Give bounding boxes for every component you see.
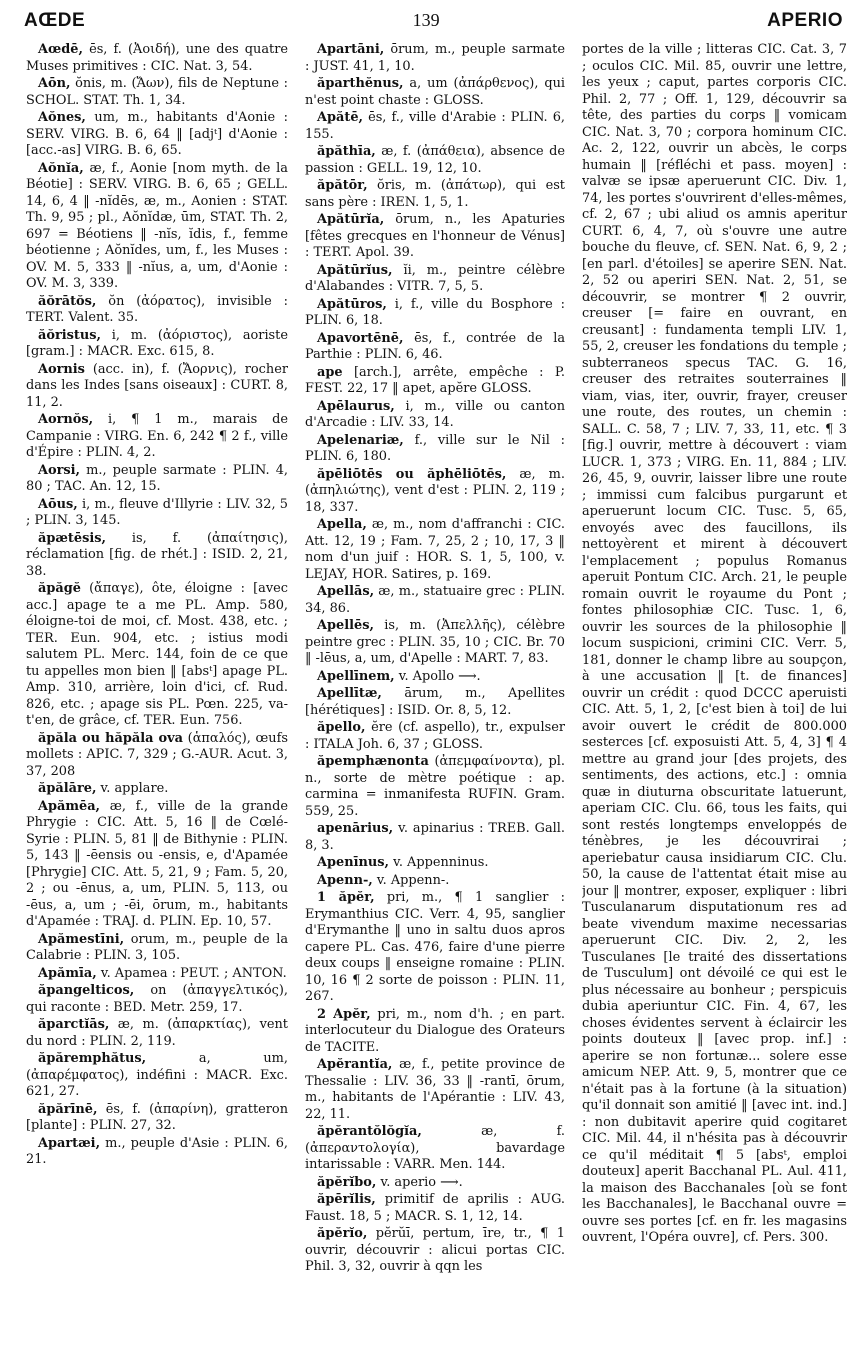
entry-definition: pri, m., ¶ 1 sanglier : Erymanthius CIC. Verr. 4, 95, sanglier d'Erymanthe ‖ uno in saltu duos apros capere PL. Cas. 476, faire d'une pierre deux coups ‖ enseigne romaine : PLIN. 10, 16 ¶ 2 sorte de poisson : PLIN. 11, 267. — [305, 890, 565, 1004]
dictionary-entry — [305, 669, 565, 686]
entry-definition: ōrum, m., peuple sarmate : JUST. 41, 1, 10. — [305, 42, 565, 74]
entry-lemma: Apartæi, — [38, 1135, 101, 1151]
entry-lemma: ăpăremphătus, — [38, 1051, 147, 1066]
entry-definition: is, m. (Ἀπελλῆς), célèbre peintre grec : PLIN. 35, 10 ; CIC. Br. 70 ‖ -lēus, a, um, d'Apelle : MART. 7, 83. — [305, 618, 565, 666]
entry-definition: æ, m., nom d'affranchi : CIC. Att. 12, 19 ; Fam. 7, 25, 2 ; 10, 17, 3 ‖ nom d'un juif : HOR. S. 1, 5, 100, v. LEJAY, HOR. Satires, p. 169. — [305, 517, 565, 582]
entry-lemma: Aœdē, — [38, 42, 83, 57]
entry-definition: v. aperio ⟶. — [376, 1174, 463, 1190]
dictionary-entry — [305, 720, 565, 753]
dictionary-entry — [26, 161, 288, 293]
dictionary-entry — [305, 1175, 565, 1192]
entry-lemma: ape — [317, 364, 343, 380]
entry-lemma: Aŏnĭa, — [38, 160, 84, 176]
entry-definition: ŏnis, m. (Ἄων), fils de Neptune : SCHOL. STAT. Th. 1, 34. — [26, 76, 288, 108]
entry-lemma: ăŏrātŏs, — [38, 293, 97, 309]
dictionary-entry — [305, 110, 565, 143]
entry-definition: ŏris, m. (ἀπάτωρ), qui est sans père : IREN. 1, 5, 1. — [305, 178, 565, 210]
dictionary-entry — [305, 618, 565, 668]
dictionary-entry — [305, 433, 565, 466]
entry-definition: æ, m. (ἀπαρκτίας), vent du nord : PLIN. 2, 119. — [26, 1017, 288, 1049]
dictionary-entry — [305, 686, 565, 719]
entry-definition: a, um, (ἀπαρέμφατος), indéfini : MACR. Exc. 621, 27. — [26, 1051, 288, 1099]
entry-definition: ēs, f., contrée de la Parthie : PLIN. 6, 46. — [305, 330, 565, 362]
entry-lemma: Apenīnus, — [317, 855, 389, 870]
dictionary-entry — [26, 42, 288, 75]
dictionary-entry — [305, 1226, 565, 1276]
entry-lemma: Aorsi, — [38, 462, 81, 478]
dictionary-entry — [26, 1017, 288, 1050]
dictionary-entry — [305, 1192, 565, 1225]
dictionary-entry — [305, 178, 565, 211]
dictionary-entry — [26, 731, 288, 781]
entry-definition: m., peuple d'Asie : PLIN. 6, 21. — [26, 1135, 288, 1167]
entry-definition: v. apinarius : TREB. Gall. 8, 3. — [305, 821, 565, 853]
header-right-word: APERIO — [767, 10, 843, 31]
dictionary-entry — [305, 821, 565, 854]
entry-lemma: ăpērĭlis, — [317, 1192, 376, 1207]
entry-lemma: Apellīnem, — [317, 668, 395, 684]
continued-entry: portes de la ville ; litteras CIC. Cat. 3, 7 ; oculos CIC. Mil. 85, ouvrir une lettre, les yeux ; caput, partes corporis CIC. Phil. 2, 77 ; Off. 1, 129, découvrir sa tête, des parties du corps ‖ vomicam CIC. Nat. 3, 70 ; corpora hominum CIC. Ac. 2, 122, ouvrir un abcès, le corps humain ‖ [réfléchi et pass. moyen] : valvæ se ipsæ aperuerunt CIC. Div. 1, 74, les portes s'ouvrirent d'elles-mêmes, cf. 2, 67 ; ubi aliud os amnis aperitur CURT. 6, 4, 7, où s'ouvre une autre bouche du fleuve, cf. SEN. Nat. 6, 9, 2 ; [en parl. d'étoiles] se aperire SEN. Nat. 2, 52 ou aperiri SEN. Nat. 2, 51, se découvrir, se montrer ¶ 2 ouvrir, creuser [= faire en ouvrant, en creusant] : fundamenta templi LIV. 1, 55, 2, creuser les fondations du temple ; subterraneos specus TAC. G. 16, creuser des retraites souterraines ‖ viam, vias, iter, ouvrir, frayer, creuser une route, des routes, un chemin : SALL. C. 58, 7 ; LIV. 7, 33, 11, etc. ¶ 3 [fig.] ouvrir, mettre à découvert : viam LUCR. 1, 373 ; VIRG. En. 11, 884 ; LIV. 26, 45, 9, ouvrir, laisser libre une route ; immissi cum falcibus purgarunt et aperuerunt locum CIC. Tusc. 5, 65, envoyés avec des faucillons, ils nettoyèrent et mirent à découvert l'emplacement ; populus Romanus aperuit Pontum CIC. Arch. 21, le peuple romain ouvrit le royaume du Pont ; fontes philosophiæ CIC. Tusc. 1, 6, ouvrir les sources de la philosophie ‖ locum suspicioni, crimini CIC. Verr. 5, 181, donner le champ libre au soupçon, à une accusation ‖ [t. de finances] ouvrir un crédit : quod DCCC aperuisti CIC. Att. 5, 1, 2, [c'est bien à toi] de lui avoir ouvert le crédit de 800.000 sesterces [cf. exposuisti Att. 5, 4, 3] ¶ 4 mettre au grand jour [des projets, des sentiments, des actions, etc.] : omnia quæ in diuturna obscuritate latuerunt, aperiam CIC. Clu. 66, tous les faits, qui sont restés longtemps enveloppés de ténèbres, je les découvrirai ; aperiebatur causa insidiarum CIC. Clu. 50, la cause de l'attentat était mise au jour ‖ montrer, exposer, expliquer : libri Tusculanarum disputationum res ad beate vivendum maxime necessarias aperuerunt CIC. Div. 2, 2, les Tusculanes [le traité des dissertations de Tusculum] ont dévoilé ce qui est le plus nécessaire au bonheur ; perspicuis dubia aperiuntur CIC. Fin. 4, 67, les choses évidentes servent à éclaircir les points douteux ‖ [avec prop. inf.] : aperire se non fortunæ... solere esse amicum NEP. Att. 9, 5, montrer que ce n'était pas à la fortune (à la situation) qu'il donnait son amitié ‖ [avec int. ind.] : non dubitavit aperire quid cogitaret CIC. Mil. 44, il n'hésita pas à découvrir ce qu'il méditait ¶ 5 [absᵗ, emploi douteux] aperit Bacchanal PL. Aul. 411, la maison des Bacchanales [où se font les Bacchanales], le Bacchanal ouvre = ouvre ses portes [cf. en fr. les magasins ouvrent, l'Opéra ouvre], cf. Pers. 300. — [582, 42, 847, 1245]
entry-definition: æ, f. (ἀπεραντολογία), bavardage intarissable : VARR. Men. 144. — [305, 1124, 565, 1172]
entry-definition: [arch.], arrête, empêche : P. FEST. 22, 17 ‖ apet, apĕre GLOSS. — [305, 364, 565, 396]
entry-definition: ēs, f., ville d'Arabie : PLIN. 6, 155. — [305, 110, 565, 142]
dictionary-entry — [26, 1136, 288, 1169]
entry-lemma: apenārius, — [317, 821, 394, 836]
column-2 — [305, 42, 565, 1347]
entry-lemma: Apellās, — [317, 584, 375, 599]
entry-definition: i, f., ville du Bosphore : PLIN. 6, 18. — [305, 296, 565, 328]
entry-definition: (ἁπαλός), œufs mollets : APIC. 7, 329 ; G.-AUR. Acut. 3, 37, 208 — [26, 730, 288, 779]
dictionary-entry — [305, 855, 565, 872]
entry-lemma: Apămēa, — [38, 798, 101, 814]
entry-definition: æ, f., ville de la grande Phrygie : CIC. Att. 5, 16 ‖ de Cœlé-Syrie : PLIN. 5, 81 ‖ de Bithynie : PLIN. 5, 143 ‖ -ēensis ou -ensis, e, d'Apamée [Phrygie] CIC. Att. 5, 21, 9 ; Fam. 5, 20, 2 ; ou -ēnus, a, um, PLIN. 5, 113, ou -ēus, a, um ; -ēi, ōrum, m., habitants d'Apamée : TRAJ. d. PLIN. Ep. 10, 57. — [26, 798, 288, 929]
page-number: 139 — [412, 10, 440, 30]
entry-lemma: ăpēliōtēs ou ăphēliōtēs, — [317, 466, 507, 482]
entry-lemma: ăpălāre, — [38, 781, 97, 796]
dictionary-entry — [305, 212, 565, 262]
entry-lemma: ăpăthīa, — [317, 144, 376, 159]
column-1 — [26, 42, 288, 1347]
dictionary-entry — [305, 1124, 565, 1174]
dictionary-entry — [305, 76, 565, 109]
entry-definition: v. Appenninus. — [388, 855, 489, 870]
entry-definition: i, m. (ἀόριστος), aoriste [gram.] : MACR. Exc. 615, 8. — [26, 327, 288, 359]
dictionary-entry — [26, 1051, 288, 1101]
entry-lemma: Apĕrantĭa, — [317, 1057, 393, 1072]
entry-lemma: Apenn-, — [317, 872, 373, 888]
dictionary-entry — [305, 42, 565, 75]
dictionary-entry — [305, 754, 565, 820]
dictionary-entry — [305, 144, 565, 177]
entry-definition: ōrum, n., les Apaturies [fêtes grecques en l'honneur de Vénus] : TERT. Apol. 39. — [305, 212, 565, 260]
entry-definition: (acc. in), f. (Ἄορνις), rocher dans les Indes [sans oiseaux] : CURT. 8, 11, 2. — [26, 361, 288, 410]
entry-definition: æ, f. (ἀπάθεια), absence de passion : GELL. 19, 12, 10. — [305, 144, 565, 176]
entry-definition: um, m., habitants d'Aonie : SERV. VIRG. B. 6, 64 ‖ [adjᵗ] d'Aonie : [acc.-as] VIRG. B. 6, 65. — [26, 110, 288, 158]
entry-definition: pĕrŭī, pertum, īre, tr., ¶ 1 ouvrir, découvrir : alicui portas CIC. Phil. 3, 32, ouvrir à qqn les — [305, 1226, 565, 1274]
entry-lemma: Aornis — [38, 361, 85, 377]
entry-lemma: Apătē, — [317, 110, 364, 125]
dictionary-entry — [305, 1057, 565, 1123]
dictionary-entry — [26, 328, 288, 361]
dictionary-entry — [26, 294, 288, 327]
dictionary-entry — [26, 497, 288, 530]
dictionary-entry — [305, 263, 565, 296]
dictionary-entry — [26, 983, 288, 1016]
dictionary-entry — [305, 873, 565, 890]
entry-definition: a, um (ἀπάρθενος), qui n'est point chaste : GLOSS. — [305, 76, 565, 108]
entry-definition: m., peuple sarmate : PLIN. 4, 80 ; TAC. An. 12, 15. — [26, 462, 288, 494]
entry-lemma: Apellēs, — [317, 618, 374, 633]
entry-definition: v. Apollo ⟶. — [394, 668, 481, 684]
entry-definition: i, ¶ 1 m., marais de Campanie : VIRG. En. 6, 242 ¶ 2 f., ville d'Épire : PLIN. 4, 2. — [26, 412, 288, 460]
entry-definition: i, m., ville ou canton d'Arcadie : LIV. 33, 14. — [305, 398, 565, 430]
dictionary-entry — [26, 362, 288, 412]
entry-lemma: ăpĕrantŏlŏgĭa, — [317, 1124, 422, 1139]
page-header — [24, 10, 843, 40]
entry-lemma: ăpætēsis, — [38, 530, 106, 546]
entry-lemma: ăŏristus, — [38, 327, 101, 343]
dictionary-entry — [26, 932, 288, 965]
entry-lemma: Apămīa, — [38, 965, 97, 981]
entry-lemma: Apartāni, — [317, 42, 385, 57]
entry-definition: (ἀπεμφαίνοντα), pl. n., sorte de mètre poétique : ap. carmina = inmanifesta RUFIN. Gram. 559, 25. — [305, 754, 565, 819]
entry-definition: æ, f., Aonie [nom myth. de la Béotie] : SERV. VIRG. B. 6, 65 ; GELL. 14, 6, 4 ‖ -nĭdēs, æ, m., Aonien : STAT. Th. 9, 95 ; pl., Aŏnĭdæ, ūm, STAT. Th. 2, 697 = Béotiens ‖ -nĭs, ĭdis, f., femme béotienne ; Aŏnĭdes, um, f., les Muses : OV. M. 5, 333 ‖ -nĭus, a, um, d'Aonie : OV. M. 3, 339. — [26, 160, 288, 291]
entry-lemma: Apătūros, — [317, 296, 387, 312]
entry-lemma: ăpătōr, — [317, 178, 368, 193]
entry-lemma: ăpăgĕ — [38, 581, 81, 596]
entry-lemma: 2 Apĕr, — [317, 1006, 371, 1022]
entry-definition: ēs, f. (Ἀοιδή), une des quatre Muses primitives : CIC. Nat. 3, 54. — [26, 42, 288, 74]
dictionary-entry — [26, 581, 288, 730]
dictionary-entry — [305, 467, 565, 517]
header-left-word: AŒDE — [24, 10, 86, 31]
entry-definition: ĕre (cf. aspello), tr., expulser : ITALA Joh. 6, 37 ; GLOSS. — [305, 720, 565, 752]
entry-definition: ārum, m., Apellites [hérétiques] : ISID. Or. 8, 5, 12. — [305, 686, 565, 718]
entry-lemma: ăpĕrĭbo, — [317, 1174, 377, 1190]
entry-lemma: ăparthĕnus, — [317, 76, 404, 91]
entry-lemma: ăpemphænonta — [317, 754, 429, 769]
dictionary-entry — [26, 966, 288, 983]
dictionary-entry — [26, 1102, 288, 1135]
entry-lemma: Apelenariæ, — [317, 432, 404, 448]
entry-lemma: Apătūrĭa, — [317, 212, 385, 227]
entry-definition: on (ἀπαγγελτικός), qui raconte : BED. Metr. 259, 17. — [26, 983, 288, 1015]
entry-definition: i, m., fleuve d'Illyrie : LIV. 32, 5 ; PLIN. 3, 145. — [26, 496, 288, 528]
dictionary-entry — [26, 781, 288, 798]
entry-definition: ŏn (ἀόρατος), invisible : TERT. Valent. 35. — [26, 293, 288, 325]
column-3 — [582, 42, 847, 1347]
entry-definition: v. Apamea : PEUT. ; ANTON. — [96, 965, 287, 981]
entry-lemma: ăparctĭās, — [38, 1017, 110, 1032]
entry-definition: f., ville sur le Nil : PLIN. 6, 180. — [305, 432, 565, 464]
dictionary-entry — [26, 76, 288, 109]
entry-lemma: Apavortēnē, — [317, 330, 404, 346]
entry-definition: primitif de aprilis : AUG. Faust. 18, 5 ; MACR. S. 1, 12, 14. — [305, 1192, 565, 1224]
entry-lemma: Apătūrĭus, — [317, 262, 393, 278]
dictionary-entry — [305, 1007, 565, 1057]
entry-lemma: Aornŏs, — [38, 412, 94, 427]
entry-lemma: ăpărīnē, — [38, 1101, 98, 1117]
dictionary-entry — [305, 331, 565, 364]
entry-lemma: Aōn, — [38, 76, 71, 91]
dictionary-entry — [305, 365, 565, 398]
dictionary-entry — [26, 110, 288, 160]
dictionary-entry — [305, 517, 565, 583]
entry-definition: æ, m., statuaire grec : PLIN. 34, 86. — [305, 584, 565, 616]
dictionary-entry — [26, 799, 288, 931]
entry-lemma: Apella, — [317, 517, 367, 532]
dictionary-entry — [26, 463, 288, 496]
entry-definition: v. applare. — [96, 781, 169, 796]
entry-definition: orum, m., peuple de la Calabrie : PLIN. 3, 105. — [26, 931, 288, 963]
entry-lemma: Aōus, — [38, 496, 78, 512]
dictionary-entry — [305, 584, 565, 617]
entry-lemma: ăpăla ou hăpăla ova — [38, 730, 183, 746]
entry-lemma: ăpello, — [317, 720, 366, 735]
entry-lemma: Apămestīni, — [38, 931, 125, 947]
dictionary-entry — [305, 399, 565, 432]
entry-definition: ēs, f. (ἀπαρίνη), gratteron [plante] : PLIN. 27, 32. — [26, 1101, 288, 1133]
entry-definition: pri, m., nom d'h. ; en part. interlocuteur du Dialogue des Orateurs de TACITE. — [305, 1006, 565, 1055]
entry-lemma: Apēlaurus, — [317, 398, 395, 414]
entry-lemma: Aŏnes, — [38, 110, 86, 125]
entry-lemma: 1 ăpĕr, — [317, 890, 375, 905]
entry-lemma: Apellītæ, — [317, 686, 382, 701]
entry-lemma: ăpĕrĭo, — [317, 1226, 368, 1241]
entry-definition: is, f. (ἀπαίτησις), réclamation [fig. de rhét.] : ISID. 2, 21, 38. — [26, 530, 288, 579]
entry-definition: æ, m. (ἀπηλιώτης), vent d'est : PLIN. 2, 119 ; 18, 337. — [305, 466, 565, 515]
entry-definition: æ, f., petite province de Thessalie : LIV. 36, 33 ‖ -rantī, ōrum, m., habitants de l'Apérantie : LIV. 43, 22, 11. — [305, 1057, 565, 1122]
dictionary-entry — [305, 297, 565, 330]
entry-lemma: ăpangelticos, — [38, 983, 135, 998]
dictionary-entry — [26, 412, 288, 462]
entry-definition: (ἄπαγε), ôte, éloigne : [avec acc.] apage te a me PL. Amp. 580, éloigne-toi de moi, cf. Most. 438, etc. ; TER. Eun. 904, etc. ; istius modi salutem PL. Merc. 144, foin de ce que tu appelles mon bien ‖ [absᵗ] apage PL. Amp. 310, arrière, loin d'ici, cf. Rud. 826, etc. ; apage sis PL. Pœn. 225, va-t'en, de grâce, cf. TER. Eun. 756. — [26, 581, 288, 728]
dictionary-entry — [305, 890, 565, 1006]
entry-definition: ĭi, m., peintre célèbre d'Alabandes : VITR. 7, 5, 5. — [305, 262, 565, 294]
entry-definition: v. Appenn-. — [372, 872, 450, 888]
dictionary-entry — [26, 531, 288, 581]
